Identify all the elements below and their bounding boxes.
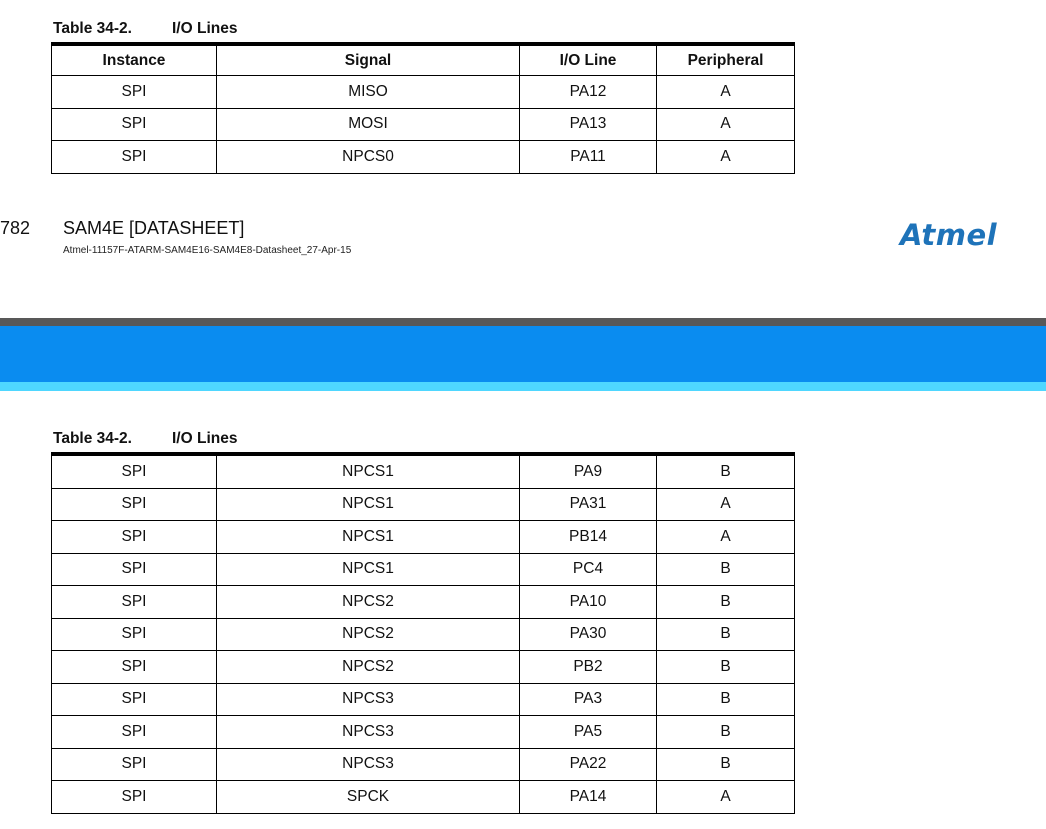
cell-instance: SPI xyxy=(52,683,217,716)
cell-io-line: PA11 xyxy=(520,141,657,174)
header-signal: Signal xyxy=(217,44,520,76)
cell-instance: SPI xyxy=(52,108,217,141)
cell-peripheral: A xyxy=(657,781,795,814)
cell-signal: MOSI xyxy=(217,108,520,141)
table-row xyxy=(52,683,795,716)
table-header-row xyxy=(52,44,795,76)
cell-peripheral: B xyxy=(657,553,795,586)
cell-io-line: PA10 xyxy=(520,586,657,619)
cell-io-line: PB2 xyxy=(520,651,657,684)
cell-signal: NPCS1 xyxy=(217,553,520,586)
cell-signal: NPCS3 xyxy=(217,716,520,749)
header-instance: Instance xyxy=(52,44,217,76)
table-row xyxy=(52,553,795,586)
cell-peripheral: B xyxy=(657,454,795,488)
document-title: SAM4E [DATASHEET] xyxy=(63,218,245,238)
cell-signal: NPCS3 xyxy=(217,683,520,716)
cell-io-line: PA22 xyxy=(520,748,657,781)
table-row xyxy=(52,748,795,781)
cell-instance: SPI xyxy=(52,618,217,651)
cell-io-line: PA3 xyxy=(520,683,657,716)
header-peripheral: Peripheral xyxy=(657,44,795,76)
cell-instance: SPI xyxy=(52,521,217,554)
table-caption-top xyxy=(53,20,238,38)
caption-title: I/O Lines xyxy=(172,20,238,37)
cell-signal: NPCS2 xyxy=(217,618,520,651)
cell-io-line: PC4 xyxy=(520,553,657,586)
cell-io-line: PA9 xyxy=(520,454,657,488)
cell-instance: SPI xyxy=(52,76,217,109)
cell-io-line: PA30 xyxy=(520,618,657,651)
cell-instance: SPI xyxy=(52,454,217,488)
atmel-logo: Atmel xyxy=(900,218,998,252)
cell-instance: SPI xyxy=(52,651,217,684)
caption-title: I/O Lines xyxy=(172,430,238,447)
table-row xyxy=(52,716,795,749)
io-lines-table-top xyxy=(51,42,795,174)
cell-peripheral: A xyxy=(657,488,795,521)
cell-peripheral: B xyxy=(657,683,795,716)
table-row xyxy=(52,488,795,521)
cell-io-line: PB14 xyxy=(520,521,657,554)
cell-io-line: PA12 xyxy=(520,76,657,109)
cell-peripheral: A xyxy=(657,76,795,109)
table-row xyxy=(52,521,795,554)
document-id: Atmel-11157F-ATARM-SAM4E16-SAM4E8-Datasheet_27-Apr-15 xyxy=(63,245,352,256)
page-header-cyan-band xyxy=(0,382,1046,391)
page-break-gray-band xyxy=(0,318,1046,326)
cell-signal: NPCS1 xyxy=(217,521,520,554)
cell-instance: SPI xyxy=(52,141,217,174)
cell-instance: SPI xyxy=(52,781,217,814)
cell-peripheral: A xyxy=(657,141,795,174)
cell-peripheral: B xyxy=(657,586,795,619)
cell-signal: MISO xyxy=(217,76,520,109)
table-row xyxy=(52,651,795,684)
cell-io-line: PA5 xyxy=(520,716,657,749)
cell-instance: SPI xyxy=(52,586,217,619)
cell-signal: NPCS1 xyxy=(217,488,520,521)
caption-number: Table 34-2. xyxy=(53,20,132,37)
cell-signal: NPCS1 xyxy=(217,454,520,488)
cell-peripheral: B xyxy=(657,651,795,684)
table-row xyxy=(52,108,795,141)
cell-io-line: PA14 xyxy=(520,781,657,814)
table-row xyxy=(52,76,795,109)
cell-io-line: PA31 xyxy=(520,488,657,521)
cell-signal: NPCS2 xyxy=(217,651,520,684)
io-lines-table-bottom xyxy=(51,452,795,814)
table-row xyxy=(52,781,795,814)
cell-peripheral: A xyxy=(657,521,795,554)
page-header-blue-band xyxy=(0,326,1046,382)
table-row xyxy=(52,618,795,651)
header-io-line: I/O Line xyxy=(520,44,657,76)
cell-peripheral: A xyxy=(657,108,795,141)
caption-number: Table 34-2. xyxy=(53,430,132,447)
cell-io-line: PA13 xyxy=(520,108,657,141)
cell-peripheral: B xyxy=(657,716,795,749)
cell-instance: SPI xyxy=(52,553,217,586)
page-number: 782 xyxy=(0,218,31,238)
table-caption-bottom xyxy=(53,430,238,448)
cell-peripheral: B xyxy=(657,618,795,651)
cell-signal: SPCK xyxy=(217,781,520,814)
cell-signal: NPCS3 xyxy=(217,748,520,781)
cell-instance: SPI xyxy=(52,716,217,749)
cell-instance: SPI xyxy=(52,748,217,781)
cell-peripheral: B xyxy=(657,748,795,781)
cell-signal: NPCS0 xyxy=(217,141,520,174)
table-row xyxy=(52,586,795,619)
table-row xyxy=(52,141,795,174)
cell-instance: SPI xyxy=(52,488,217,521)
cell-signal: NPCS2 xyxy=(217,586,520,619)
table-row xyxy=(52,454,795,488)
